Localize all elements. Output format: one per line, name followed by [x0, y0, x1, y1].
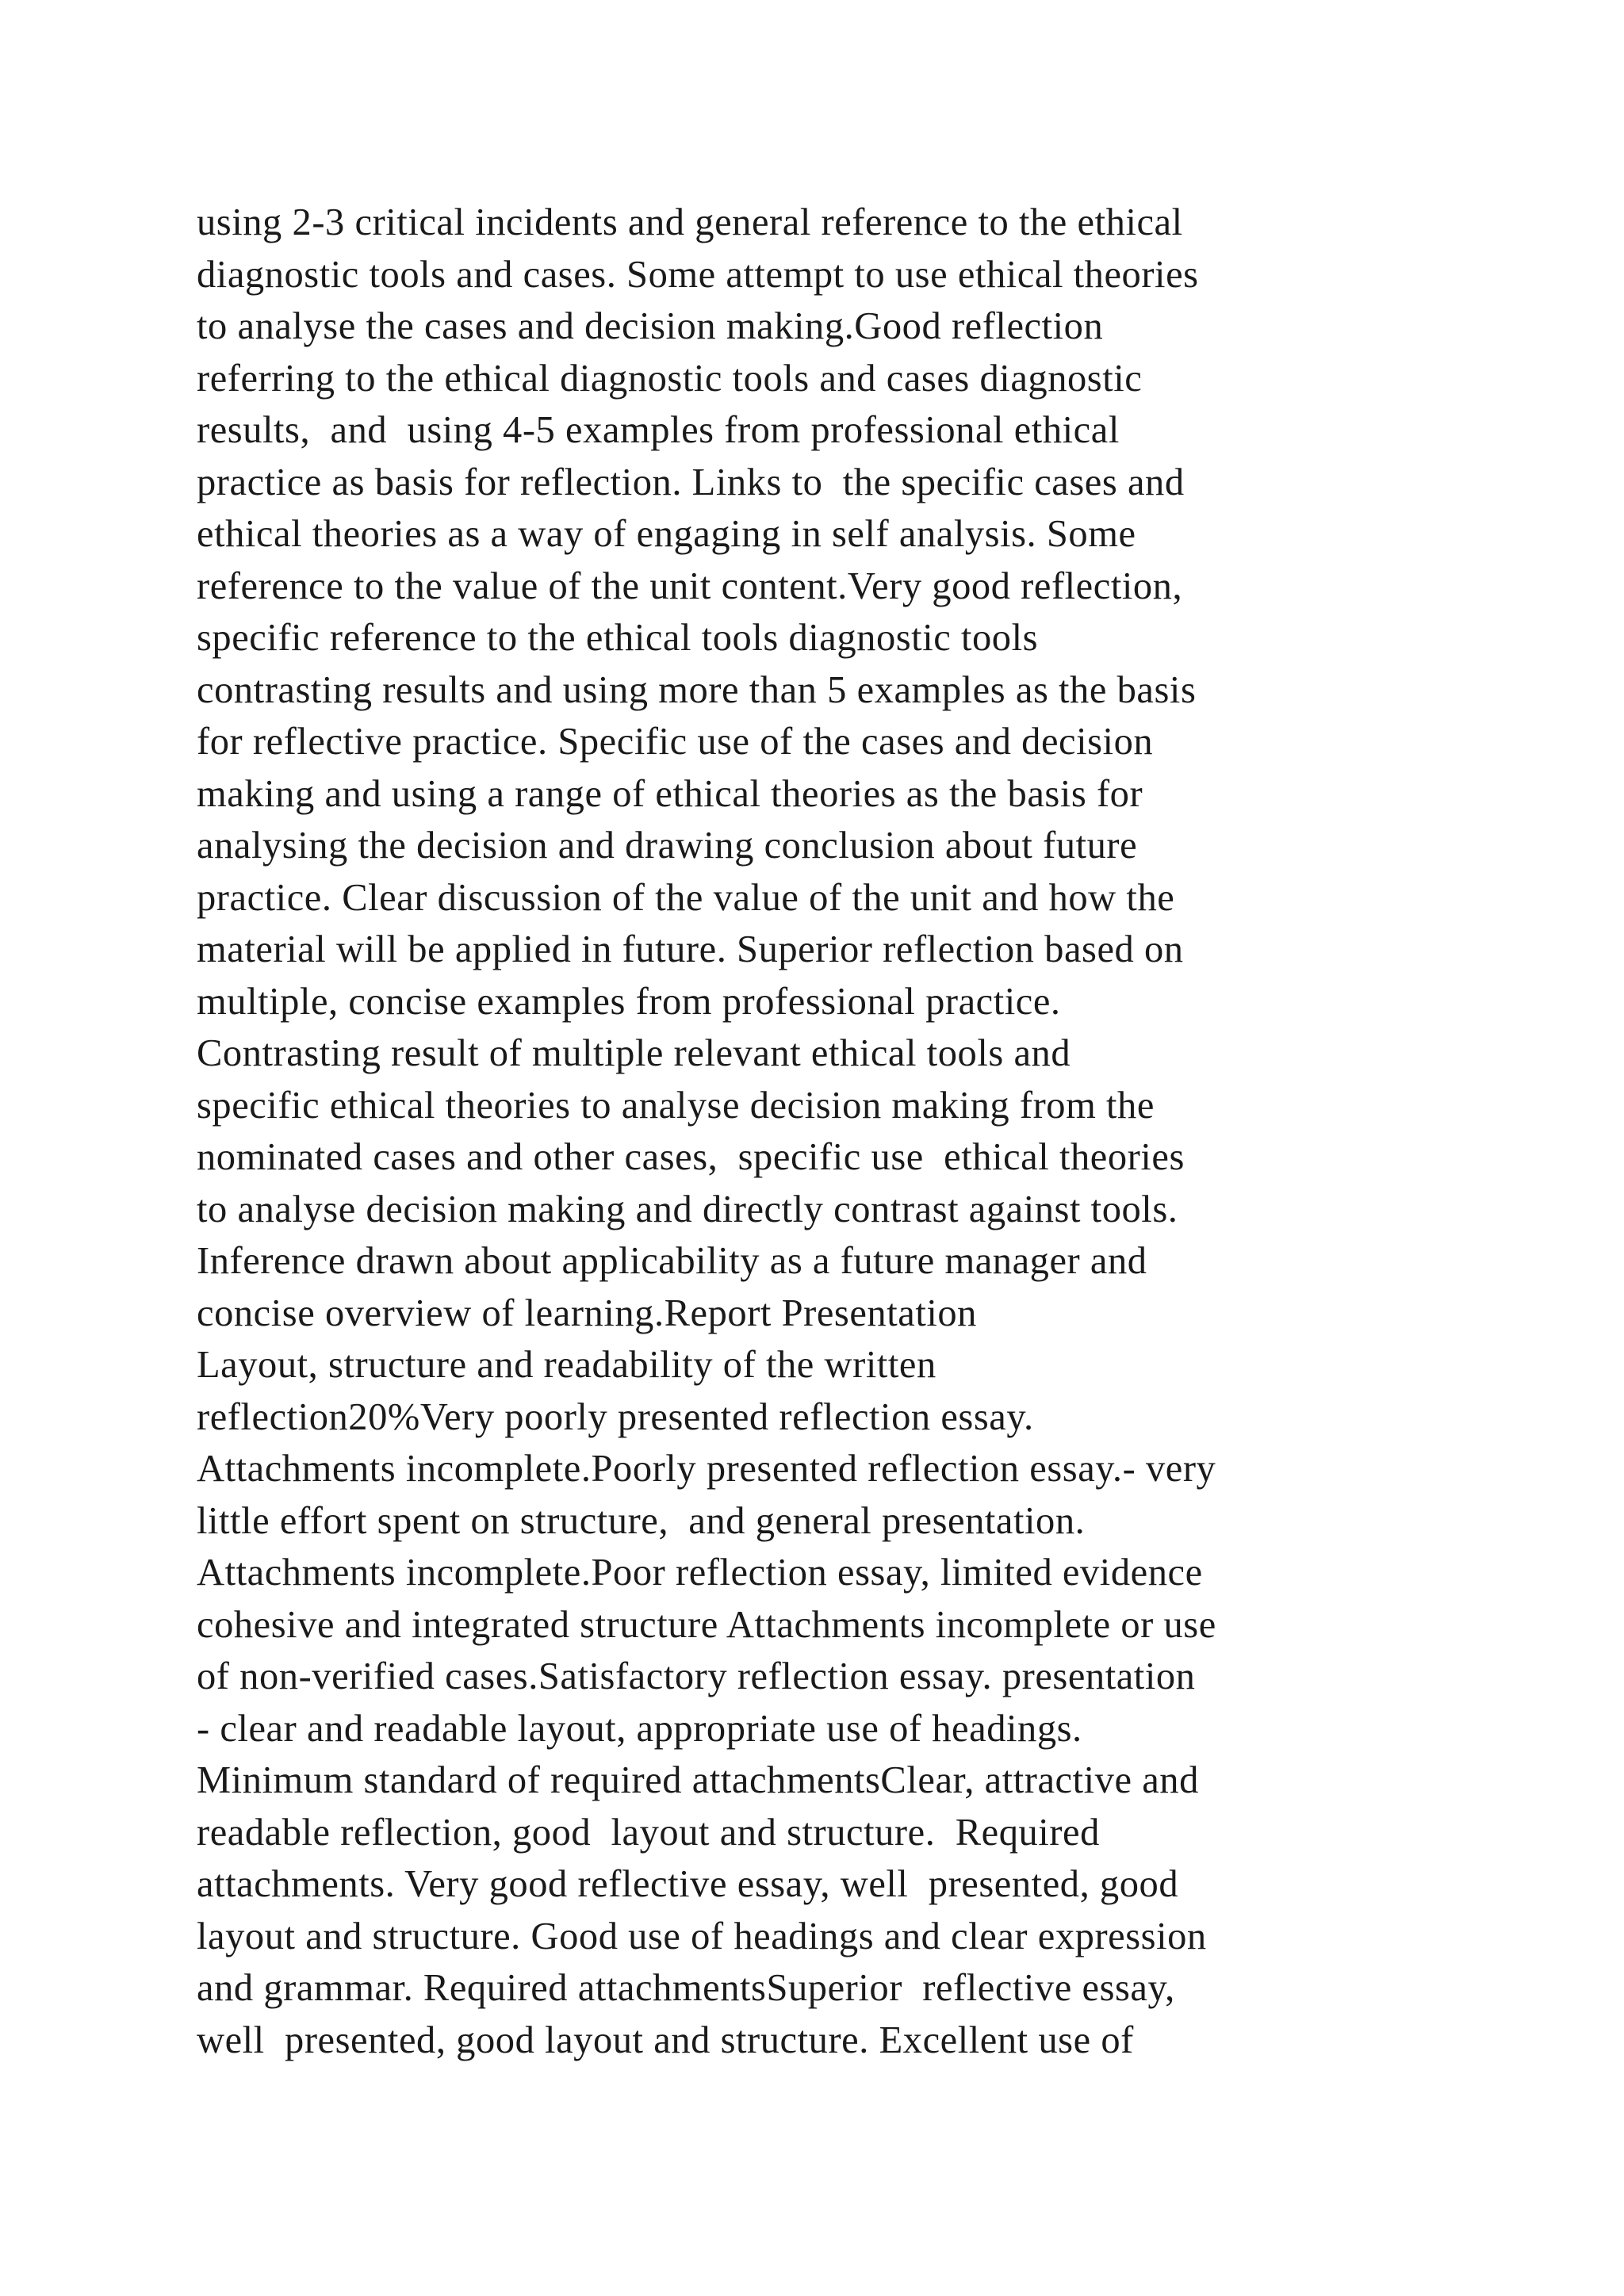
- text-line: multiple, concise examples from professional practice.: [197, 980, 1061, 1023]
- text-line: reference to the value of the unit content.Very good reflection,: [197, 564, 1183, 607]
- text-line: - clear and readable layout, appropriate use of headings.: [197, 1707, 1082, 1750]
- body-text: [197, 197, 1465, 2066]
- text-line: concise overview of learning.Report Presentation: [197, 1292, 977, 1334]
- text-line: Contrasting result of multiple relevant ethical tools and: [197, 1032, 1071, 1074]
- text-line: analysing the decision and drawing conclusion about future: [197, 825, 1138, 867]
- text-line: to analyse decision making and directly contrast against tools.: [197, 1188, 1178, 1230]
- text-line: layout and structure. Good use of headings and clear expression: [197, 1915, 1207, 1957]
- text-line: referring to the ethical diagnostic tools and cases diagnostic: [197, 357, 1143, 400]
- text-line: reflection20%Very poorly presented reflection essay.: [197, 1395, 1034, 1438]
- text-line: attachments. Very good reflective essay, well presented, good: [197, 1863, 1179, 1905]
- text-line: of non-verified cases.Satisfactory reflection essay. presentation: [197, 1655, 1196, 1697]
- text-line: Inference drawn about applicability as a future manager and: [197, 1240, 1147, 1282]
- text-line: making and using a range of ethical theories as the basis for: [197, 772, 1143, 815]
- text-line: ethical theories as a way of engaging in self analysis. Some: [197, 513, 1136, 555]
- text-line: for reflective practice. Specific use of the cases and decision: [197, 721, 1154, 763]
- text-line: contrasting results and using more than 5 examples as the basis: [197, 668, 1197, 711]
- text-line: to analyse the cases and decision making.Good reflection: [197, 305, 1104, 347]
- text-line: nominated cases and other cases, specific use ethical theories: [197, 1136, 1185, 1178]
- text-line: little effort spent on structure, and general presentation.: [197, 1499, 1086, 1542]
- text-line: Attachments incomplete.Poorly presented reflection essay.- very: [197, 1448, 1216, 1490]
- text-line: material will be applied in future. Superior reflection based on: [197, 928, 1184, 970]
- text-line: cohesive and integrated structure Attachments incomplete or use: [197, 1603, 1216, 1646]
- text-line: and grammar. Required attachmentsSuperior reflective essay,: [197, 1967, 1175, 2009]
- text-line: practice. Clear discussion of the value of the unit and how the: [197, 876, 1175, 919]
- text-line: using 2-3 critical incidents and general reference to the ethical: [197, 201, 1183, 243]
- text-line: Layout, structure and readability of the written: [197, 1344, 936, 1386]
- text-line: readable reflection, good layout and structure. Required: [197, 1811, 1100, 1854]
- text-line: Minimum standard of required attachmentsClear, attractive and: [197, 1759, 1199, 1801]
- text-line: specific reference to the ethical tools diagnostic tools: [197, 617, 1039, 659]
- text-line: results, and using 4-5 examples from professional ethical: [197, 409, 1120, 451]
- text-line: specific ethical theories to analyse decision making from the: [197, 1084, 1155, 1127]
- text-line: Attachments incomplete.Poor reflection essay, limited evidence: [197, 1552, 1203, 1594]
- text-line: practice as basis for reflection. Links to the specific cases and: [197, 461, 1185, 503]
- text-line: diagnostic tools and cases. Some attempt to use ethical theories: [197, 253, 1199, 296]
- text-line: well presented, good layout and structure. Excellent use of: [197, 2019, 1134, 2061]
